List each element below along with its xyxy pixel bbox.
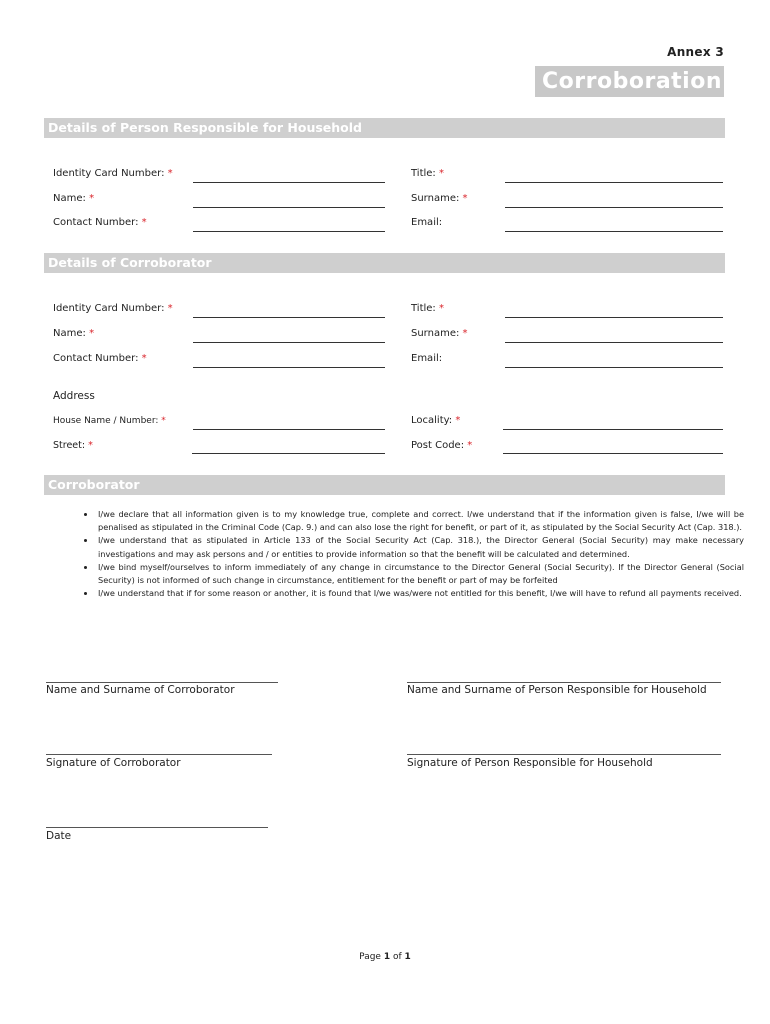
post-code-label: Post Code: *: [411, 440, 473, 451]
section-declaration-heading: Corroborator: [44, 475, 725, 495]
responsible-name-sign-line[interactable]: [407, 682, 721, 683]
household-surname-label: Surname: *: [411, 193, 468, 204]
house-field[interactable]: [193, 429, 385, 430]
household-title-label: Title: *: [411, 168, 444, 179]
corroborator-contact-label: Contact Number: *: [53, 353, 147, 364]
declaration-item: • I/we understand that if for some reason or another, it is found that I/we was/were not entitled for this benefit, I/we will have to refund all payments received.: [96, 587, 744, 600]
corroborator-signature-caption: Signature of Corroborator: [46, 757, 181, 769]
page-title: Corroboration: [535, 66, 724, 97]
page-number: Page 1 of 1: [359, 952, 411, 962]
corroborator-name-label: Name: *: [53, 328, 95, 339]
corroborator-id-card-field[interactable]: [193, 317, 385, 318]
declaration-item: • I/we bind myself/ourselves to inform immediately of any change in circumstance to the Director General (Social Security). If the Director General (Social Security) is not informed of such change in circumstance, entitlement for the benefit or part of may be forfeited: [96, 561, 744, 587]
declaration-item: • I/we declare that all information given is to my knowledge true, complete and correct. I/we understand that if the information given is false, I/we will be penalised as stipulated in the Criminal Code (Cap. 9.) and can also lose the right for benefit, or part of it, as stipulated by the Social Security Act (Cap. 318.).: [96, 508, 744, 534]
responsible-name-caption: Name and Surname of Person Responsible for Household: [407, 684, 707, 696]
house-label: House Name / Number: *: [53, 416, 166, 426]
corroborator-title-field[interactable]: [505, 317, 723, 318]
corroborator-email-label: Email:: [411, 353, 443, 364]
street-label: Street: *: [53, 440, 93, 451]
corroborator-name-caption: Name and Surname of Corroborator: [46, 684, 235, 696]
corroborator-contact-field[interactable]: [193, 367, 385, 368]
date-caption: Date: [46, 830, 72, 842]
household-surname-field[interactable]: [505, 207, 723, 208]
annex-label: Annex 3: [667, 45, 724, 59]
declaration-list: [76, 508, 744, 600]
responsible-signature-caption: Signature of Person Responsible for Household: [407, 757, 653, 769]
corroborator-surname-field[interactable]: [505, 342, 723, 343]
household-email-label: Email:: [411, 217, 443, 228]
household-id-card-field[interactable]: [193, 182, 385, 183]
date-line[interactable]: [46, 827, 268, 828]
corroborator-title-label: Title: *: [411, 303, 444, 314]
household-contact-label: Contact Number: *: [53, 217, 147, 228]
corroborator-email-field[interactable]: [505, 367, 723, 368]
locality-field[interactable]: [503, 429, 723, 430]
corroborator-signature-line[interactable]: [46, 754, 272, 755]
corroborator-surname-label: Surname: *: [411, 328, 468, 339]
responsible-signature-line[interactable]: [407, 754, 721, 755]
post-code-field[interactable]: [503, 453, 723, 454]
locality-label: Locality: *: [411, 415, 461, 426]
household-name-label: Name: *: [53, 193, 95, 204]
section-corroborator-heading: Details of Corroborator: [44, 253, 725, 273]
street-field[interactable]: [192, 453, 385, 454]
section-household-heading: Details of Person Responsible for Household: [44, 118, 725, 138]
declaration-item: • I/we understand that as stipulated in Article 133 of the Social Security Act (Cap. 318.), the Director General (Social Security) may make necessary investigations and may ask persons and / or entities to provide information so that the benefit will be calculated and determined.: [96, 534, 744, 560]
address-heading: Address: [53, 390, 95, 402]
household-title-field[interactable]: [505, 182, 723, 183]
corroborator-name-sign-line[interactable]: [46, 682, 278, 683]
household-email-field[interactable]: [505, 231, 723, 232]
household-contact-field[interactable]: [193, 231, 385, 232]
household-name-field[interactable]: [193, 207, 385, 208]
household-id-card-label: Identity Card Number: *: [53, 168, 173, 179]
corroborator-name-field[interactable]: [193, 342, 385, 343]
corroborator-id-card-label: Identity Card Number: *: [53, 303, 173, 314]
